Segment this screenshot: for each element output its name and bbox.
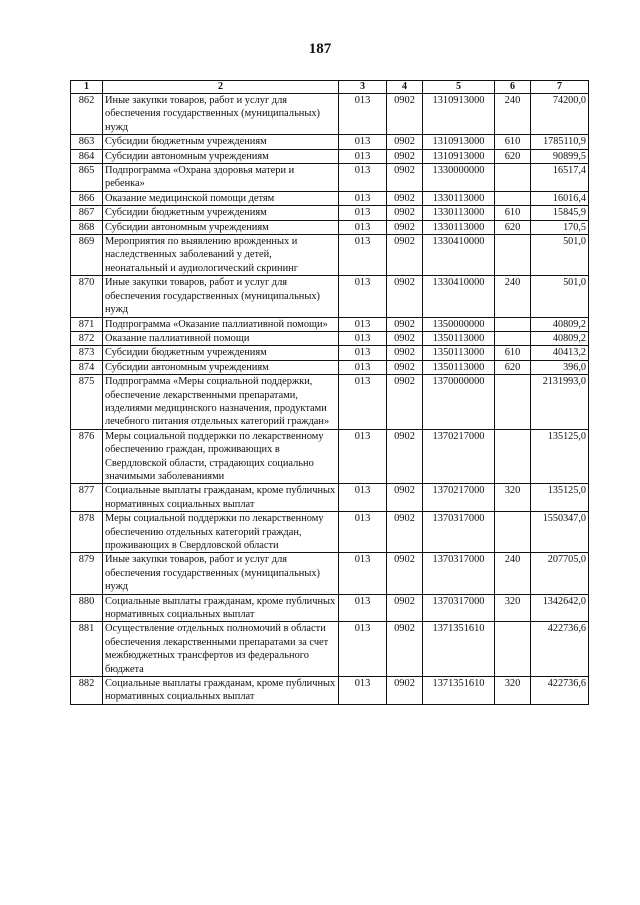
table-row (71, 484, 589, 512)
subsection-code: 0902 (387, 149, 423, 163)
item-name: Мероприятия по выявлению врожденных и наследственных заболеваний у детей, неонатальный и аудиологический скрининг (103, 235, 339, 276)
row-number: 875 (71, 375, 103, 430)
section-code: 013 (339, 220, 387, 234)
header-row (71, 81, 589, 94)
target-article-code: 1370217000 (423, 429, 495, 484)
target-article-code: 1370317000 (423, 512, 495, 553)
table-row (71, 512, 589, 553)
item-name: Субсидии автономным учреждениям (103, 220, 339, 234)
subsection-code: 0902 (387, 191, 423, 205)
row-number: 878 (71, 512, 103, 553)
row-number: 880 (71, 594, 103, 622)
amount: 16016,4 (531, 191, 589, 205)
section-code: 013 (339, 331, 387, 345)
row-number: 879 (71, 553, 103, 594)
table-row (71, 276, 589, 317)
table-row (71, 331, 589, 345)
header-cell-1: 1 (71, 81, 103, 94)
amount: 2131993,0 (531, 375, 589, 430)
row-number: 862 (71, 94, 103, 135)
expense-type-code: 320 (495, 484, 531, 512)
header-cell-3: 3 (339, 81, 387, 94)
table-row (71, 553, 589, 594)
section-code: 013 (339, 235, 387, 276)
table-row (71, 677, 589, 705)
row-number: 872 (71, 331, 103, 345)
section-code: 013 (339, 164, 387, 192)
target-article-code: 1310913000 (423, 135, 495, 149)
table-row (71, 149, 589, 163)
subsection-code: 0902 (387, 94, 423, 135)
subsection-code: 0902 (387, 135, 423, 149)
section-code: 013 (339, 191, 387, 205)
row-number: 871 (71, 317, 103, 331)
expense-type-code (495, 429, 531, 484)
subsection-code: 0902 (387, 677, 423, 705)
row-number: 881 (71, 622, 103, 677)
item-name: Субсидии бюджетным учреждениям (103, 206, 339, 220)
table-row (71, 594, 589, 622)
page-number: 187 (308, 41, 332, 57)
subsection-code: 0902 (387, 594, 423, 622)
table-header (71, 81, 589, 94)
row-number: 873 (71, 346, 103, 360)
section-code: 013 (339, 512, 387, 553)
row-number: 863 (71, 135, 103, 149)
item-name: Подпрограмма «Охрана здоровья матери и ребенка» (103, 164, 339, 192)
table-row (71, 346, 589, 360)
amount: 170,5 (531, 220, 589, 234)
row-number: 867 (71, 206, 103, 220)
row-number: 866 (71, 191, 103, 205)
expense-type-code (495, 235, 531, 276)
target-article-code: 1330113000 (423, 206, 495, 220)
subsection-code: 0902 (387, 429, 423, 484)
item-name: Иные закупки товаров, работ и услуг для обеспечения государственных (муниципальных) нужд (103, 94, 339, 135)
section-code: 013 (339, 360, 387, 374)
section-code: 013 (339, 276, 387, 317)
target-article-code: 1350113000 (423, 360, 495, 374)
subsection-code: 0902 (387, 164, 423, 192)
amount: 1342642,0 (531, 594, 589, 622)
subsection-code: 0902 (387, 512, 423, 553)
item-name: Осуществление отдельных полномочий в области обеспечения лекарственными препаратами за счет межбюджетных трансфертов из федерального бюджета (103, 622, 339, 677)
amount: 207705,0 (531, 553, 589, 594)
target-article-code: 1330113000 (423, 220, 495, 234)
expense-type-code (495, 622, 531, 677)
table-body (71, 94, 589, 705)
expense-type-code (495, 191, 531, 205)
header-cell-5: 5 (423, 81, 495, 94)
section-code: 013 (339, 135, 387, 149)
item-name: Оказание медицинской помощи детям (103, 191, 339, 205)
expense-type-code: 610 (495, 346, 531, 360)
header-cell-7: 7 (531, 81, 589, 94)
item-name: Субсидии автономным учреждениям (103, 149, 339, 163)
row-number: 868 (71, 220, 103, 234)
item-name: Иные закупки товаров, работ и услуг для обеспечения государственных (муниципальных) нужд (103, 276, 339, 317)
target-article-code: 1330410000 (423, 235, 495, 276)
row-number: 865 (71, 164, 103, 192)
subsection-code: 0902 (387, 553, 423, 594)
table-row (71, 220, 589, 234)
expense-type-code: 240 (495, 276, 531, 317)
amount: 15845,9 (531, 206, 589, 220)
subsection-code: 0902 (387, 235, 423, 276)
amount: 40809,2 (531, 317, 589, 331)
expense-type-code (495, 164, 531, 192)
expense-type-code: 320 (495, 677, 531, 705)
item-name: Субсидии бюджетным учреждениям (103, 346, 339, 360)
table-row (71, 135, 589, 149)
subsection-code: 0902 (387, 622, 423, 677)
table-row (71, 235, 589, 276)
item-name: Социальные выплаты гражданам, кроме публичных нормативных социальных выплат (103, 594, 339, 622)
target-article-code: 1371351610 (423, 677, 495, 705)
section-code: 013 (339, 149, 387, 163)
target-article-code: 1330000000 (423, 164, 495, 192)
budget-table (70, 80, 589, 705)
table-row (71, 206, 589, 220)
amount: 135125,0 (531, 484, 589, 512)
row-number: 877 (71, 484, 103, 512)
expense-type-code (495, 512, 531, 553)
item-name: Меры социальной поддержки по лекарственному обеспечению отдельных категорий граждан, проживающих в Свердловской области (103, 512, 339, 553)
subsection-code: 0902 (387, 484, 423, 512)
target-article-code: 1370317000 (423, 594, 495, 622)
target-article-code: 1350113000 (423, 331, 495, 345)
amount: 16517,4 (531, 164, 589, 192)
amount: 1550347,0 (531, 512, 589, 553)
expense-type-code (495, 375, 531, 430)
subsection-code: 0902 (387, 206, 423, 220)
subsection-code: 0902 (387, 331, 423, 345)
table-row (71, 375, 589, 430)
subsection-code: 0902 (387, 276, 423, 317)
section-code: 013 (339, 346, 387, 360)
amount: 501,0 (531, 235, 589, 276)
section-code: 013 (339, 484, 387, 512)
expense-type-code: 620 (495, 220, 531, 234)
table-row (71, 317, 589, 331)
expense-type-code (495, 317, 531, 331)
item-name: Социальные выплаты гражданам, кроме публичных нормативных социальных выплат (103, 484, 339, 512)
target-article-code: 1371351610 (423, 622, 495, 677)
target-article-code: 1370317000 (423, 553, 495, 594)
table-row (71, 429, 589, 484)
item-name: Подпрограмма «Оказание паллиативной помощи» (103, 317, 339, 331)
table-row (71, 164, 589, 192)
expense-type-code: 610 (495, 206, 531, 220)
table-row (71, 360, 589, 374)
amount: 422736,6 (531, 622, 589, 677)
table-row (71, 191, 589, 205)
amount: 501,0 (531, 276, 589, 317)
expense-type-code (495, 331, 531, 345)
header-cell-4: 4 (387, 81, 423, 94)
expense-type-code: 240 (495, 553, 531, 594)
header-cell-6: 6 (495, 81, 531, 94)
expense-type-code: 610 (495, 135, 531, 149)
amount: 40809,2 (531, 331, 589, 345)
expense-type-code: 320 (495, 594, 531, 622)
amount: 422736,6 (531, 677, 589, 705)
section-code: 013 (339, 317, 387, 331)
section-code: 013 (339, 94, 387, 135)
row-number: 874 (71, 360, 103, 374)
target-article-code: 1370000000 (423, 375, 495, 430)
amount: 135125,0 (531, 429, 589, 484)
subsection-code: 0902 (387, 346, 423, 360)
target-article-code: 1330410000 (423, 276, 495, 317)
target-article-code: 1310913000 (423, 149, 495, 163)
section-code: 013 (339, 206, 387, 220)
section-code: 013 (339, 622, 387, 677)
section-code: 013 (339, 594, 387, 622)
item-name: Субсидии бюджетным учреждениям (103, 135, 339, 149)
row-number: 864 (71, 149, 103, 163)
subsection-code: 0902 (387, 360, 423, 374)
row-number: 882 (71, 677, 103, 705)
target-article-code: 1330113000 (423, 191, 495, 205)
header-cell-2: 2 (103, 81, 339, 94)
subsection-code: 0902 (387, 317, 423, 331)
subsection-code: 0902 (387, 375, 423, 430)
subsection-code: 0902 (387, 220, 423, 234)
item-name: Меры социальной поддержки по лекарственному обеспечению граждан, проживающих в Свердловской области, страдающих социально значимыми заболеваниями (103, 429, 339, 484)
row-number: 870 (71, 276, 103, 317)
table-row (71, 94, 589, 135)
amount: 396,0 (531, 360, 589, 374)
item-name: Подпрограмма «Меры социальной поддержки, обеспечение лекарственными препаратами, изделиями медицинского назначения, продуктами лечебного питания отдельных категорий граждан» (103, 375, 339, 430)
item-name: Социальные выплаты гражданам, кроме публичных нормативных социальных выплат (103, 677, 339, 705)
amount: 40413,2 (531, 346, 589, 360)
amount: 74200,0 (531, 94, 589, 135)
expense-type-code: 620 (495, 360, 531, 374)
row-number: 876 (71, 429, 103, 484)
amount: 1785110,9 (531, 135, 589, 149)
section-code: 013 (339, 429, 387, 484)
target-article-code: 1350113000 (423, 346, 495, 360)
amount: 90899,5 (531, 149, 589, 163)
target-article-code: 1370217000 (423, 484, 495, 512)
target-article-code: 1310913000 (423, 94, 495, 135)
expense-type-code: 620 (495, 149, 531, 163)
table-row (71, 622, 589, 677)
section-code: 013 (339, 553, 387, 594)
row-number: 869 (71, 235, 103, 276)
expense-type-code: 240 (495, 94, 531, 135)
target-article-code: 1350000000 (423, 317, 495, 331)
section-code: 013 (339, 375, 387, 430)
item-name: Субсидии автономным учреждениям (103, 360, 339, 374)
section-code: 013 (339, 677, 387, 705)
item-name: Оказание паллиативной помощи (103, 331, 339, 345)
item-name: Иные закупки товаров, работ и услуг для обеспечения государственных (муниципальных) нужд (103, 553, 339, 594)
